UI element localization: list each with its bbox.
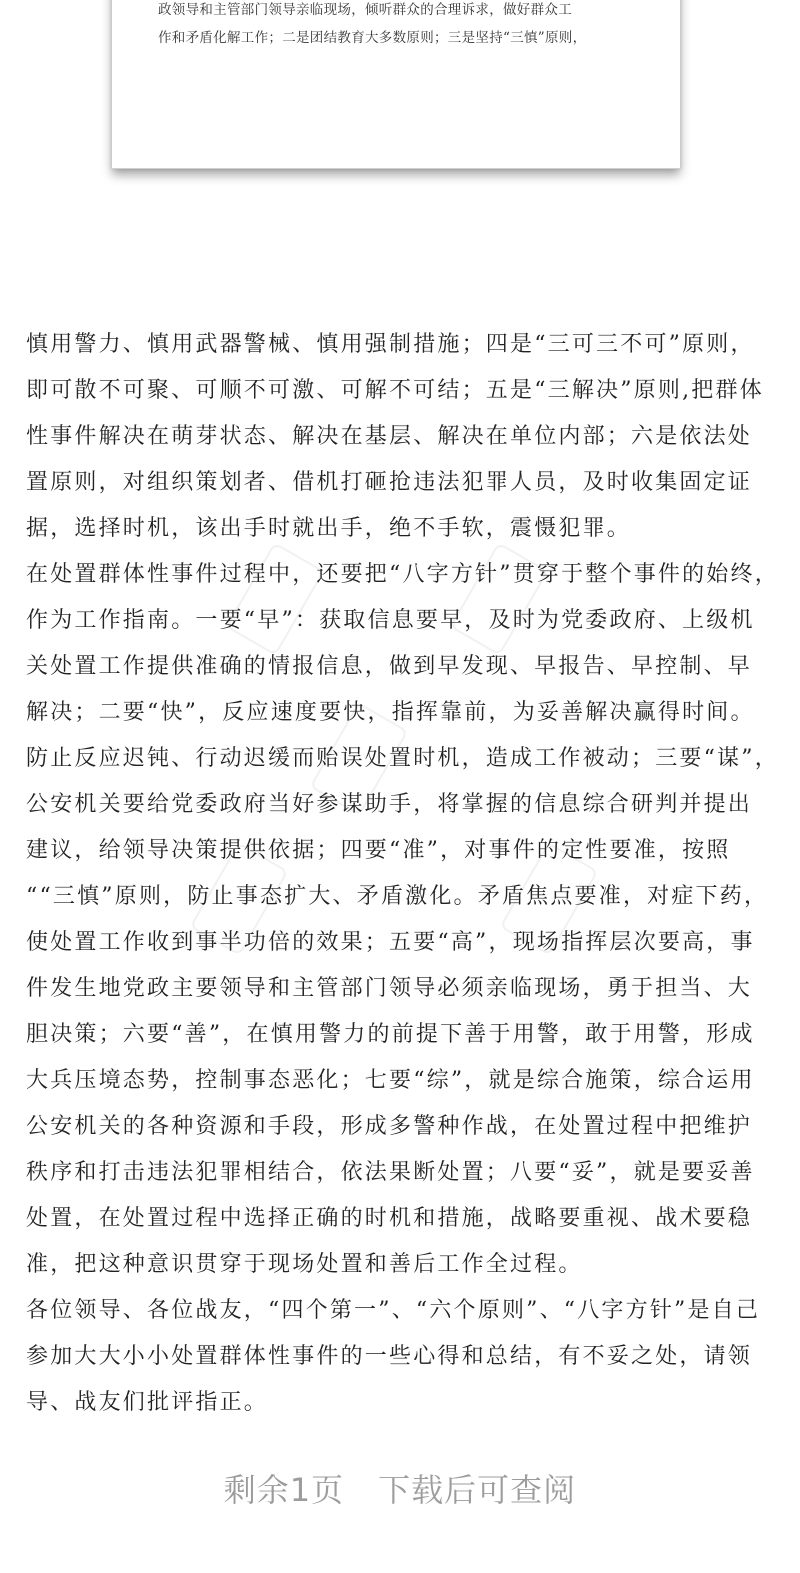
text-line: 即可散不可聚、可顺不可激、可解不可结；五是“三解决”原则,把群体 bbox=[26, 378, 764, 403]
text-line: 公安机关要给党委政府当好参谋助手，将掌握的信息综合研判并提出 bbox=[26, 792, 753, 817]
text-line: 胆决策；六要“善”，在慎用警力的前提下善于用警，敢于用警，形成 bbox=[26, 1022, 755, 1047]
text-line: 性事件解决在萌芽状态、解决在基层、解决在单位内部；六是依法处 bbox=[26, 424, 753, 449]
text-line: 处置，在处置过程中选择正确的时机和措施，战略要重视、战术要稳 bbox=[26, 1206, 753, 1231]
text-line: 慎用警力、慎用武器警械、慎用强制措施；四是“三可三不可”原则， bbox=[26, 332, 755, 357]
text-line: 据，选择时机，该出手时就出手，绝不手软，震慑犯罪。 bbox=[26, 516, 632, 541]
download-prompt[interactable] bbox=[0, 1466, 800, 1514]
text-line: 导、战友们批评指正。 bbox=[26, 1390, 269, 1415]
document-body bbox=[26, 322, 786, 1426]
download-hint-label: 下载后可查阅 bbox=[378, 1471, 577, 1509]
text-line: 作为工作指南。一要“早”：获取信息要早，及时为党委政府、上级机 bbox=[26, 608, 755, 633]
previous-page-preview bbox=[112, 0, 680, 169]
text-line: 关处置工作提供准确的情报信息，做到早发现、早报告、早控制、早 bbox=[26, 654, 753, 679]
text-line: 建议，给领导决策提供依据；四要“准”，对事件的定性要准，按照 bbox=[26, 838, 731, 863]
text-line: 防止反应迟钝、行动迟缓而贻误处置时机，造成工作被动；三要“谋”， bbox=[26, 746, 779, 771]
text-line: 公安机关的各种资源和手段，形成多警种作战，在处置过程中把维护 bbox=[26, 1114, 753, 1139]
text-line: 大兵压境态势，控制事态恶化；七要“综”，就是综合施策，综合运用 bbox=[26, 1068, 755, 1093]
remaining-pages-label: 剩余1页 bbox=[223, 1471, 345, 1509]
text-line: 参加大大小小处置群体性事件的一些心得和总结，有不妥之处，请领 bbox=[26, 1344, 753, 1369]
text-line: 在处置群体性事件过程中，还要把“八字方针”贯穿于整个事件的始终， bbox=[26, 562, 779, 587]
text-line: 解决；二要“快”，反应速度要快，指挥靠前，为妥善解决赢得时间。 bbox=[26, 700, 755, 725]
text-line: 准，把这种意识贯穿于现场处置和善后工作全过程。 bbox=[26, 1252, 583, 1277]
preview-text bbox=[158, 0, 648, 52]
text-line: 使处置工作收到事半功倍的效果；五要“高”，现场指挥层次要高，事 bbox=[26, 930, 755, 955]
preview-line: 政领导和主管部门领导亲临现场，倾听群众的合理诉求，做好群众工 bbox=[158, 2, 572, 18]
text-line: 秩序和打击违法犯罪相结合，依法果断处置；八要“妥”，就是要妥善 bbox=[26, 1160, 755, 1185]
text-line: 各位领导、各位战友，“四个第一”、“六个原则”、“八字方针”是自己 bbox=[26, 1298, 761, 1323]
text-line: ““三慎”原则，防止事态扩大、矛盾激化。矛盾焦点要准，对症下药， bbox=[26, 884, 769, 909]
text-line: 置原则，对组织策划者、借机打砸抢违法犯罪人员，及时收集固定证 bbox=[26, 470, 753, 495]
text-line: 件发生地党政主要领导和主管部门领导必须亲临现场，勇于担当、大 bbox=[26, 976, 753, 1001]
preview-line: 作和矛盾化解工作；二是团结教育大多数原则；三是坚持“三慎”原则， bbox=[158, 30, 587, 46]
